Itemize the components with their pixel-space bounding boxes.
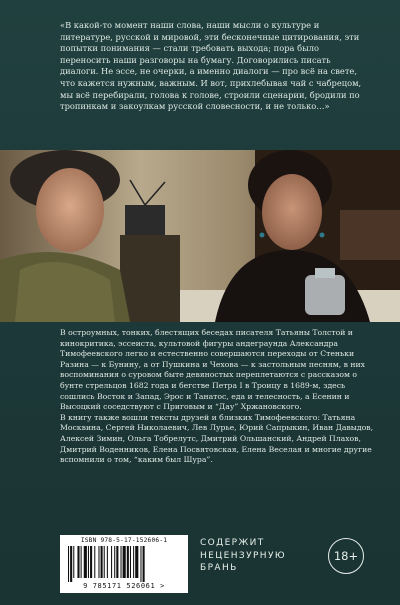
barcode-bar — [68, 546, 69, 582]
barcode-bar — [123, 546, 126, 578]
barcode-bar — [135, 546, 138, 578]
barcode-bar — [88, 546, 89, 578]
barcode-bar — [98, 546, 99, 578]
barcode-bar — [130, 546, 131, 578]
barcode-bar — [114, 546, 115, 578]
barcode-bar — [107, 546, 108, 578]
description-paragraph-2: В книгу также вошли тексты друзей и близких Тимофеевского: Татьяна Москвина, Сергей Николаевич, Лев Лурье, Юрий Сапрыкин, Иван Давыдов, Алексей Зимин, Ольга Тобрелутс, Дмитрий Ольшанский, Андрей Плахов, Дмитрий Воденников, Елена Посвятовская, Елена Веселая и многие другие вспомнили о том, “каким был Шура”. — [60, 412, 374, 465]
barcode-bar — [133, 546, 134, 578]
age-rating-badge: 18+ — [328, 538, 364, 574]
cover-quote: «В какой-то момент наши слова, наши мысли о культуре и литературе, русской и мировой, эти бесконечные цитирования, эти попытки понимания — стали требовать выхода; пора было переносить наши разговоры на бумагу. Договорились писать диалоги. Не эссе, не очерки, а именно диалоги — про всё на свете, что кажется нужным, важным. И вот, прихлебывая чай с чабрецом, мы всё перебирали, голова к голове, строили сценарии, бродили по тропинкам и закоулкам русской словесности, и не только…» — [60, 20, 362, 112]
barcode-bar — [70, 546, 72, 582]
barcode-bar — [104, 546, 105, 578]
barcode-bar — [81, 546, 82, 578]
barcode-bar — [127, 546, 129, 578]
warning-line-3: БРАНЬ — [200, 563, 238, 573]
warning-line-2: НЕЦЕНЗУРНУЮ — [200, 550, 286, 561]
description-paragraph-1: В остроумных, тонких, блестящих беседах писателя Татьяны Толстой и кинокритика, эссеиста, культовой фигуры андеграунда Александра Тимофеевского легко и естественно совершаются переходы от Стеньки Разина — к Бунину, а от Пушкина и Чехова — к застольным песням, в них воспоминания о суровом быте девяностых переплетаются с рассказом о бунте стрельцов 1682 года и бегстве Петра I в Троицу в 1689-м, здесь сошлись Восток и Запад, Эрос и Танатос, еда и телесность, а Есенин и Высоцкий соседствуют с Приговым и “Дау” Хржановского. — [60, 328, 365, 412]
isbn-number: ISBN 978-5-17-152606-1 — [80, 537, 168, 544]
barcode-bar — [84, 546, 87, 578]
warning-line-1: СОДЕРЖИТ — [200, 538, 265, 548]
barcode-bar — [121, 546, 122, 578]
barcode-bar — [111, 546, 112, 578]
book-description — [60, 328, 380, 466]
barcode-block — [60, 535, 188, 593]
author-photo — [0, 150, 400, 322]
barcode-bar — [77, 546, 79, 578]
ean-digits: 9 785171 526061 > — [83, 582, 165, 590]
barcode-bar — [73, 546, 74, 578]
barcode-icon — [66, 546, 182, 582]
photo-of-two-people — [0, 150, 400, 322]
barcode-bar — [90, 546, 92, 578]
barcode-bar — [116, 546, 118, 578]
barcode-bar — [140, 546, 141, 582]
barcode-bar — [101, 546, 103, 578]
barcode-bar — [94, 546, 95, 578]
barcode-bar — [143, 546, 145, 582]
content-warning — [200, 537, 310, 575]
